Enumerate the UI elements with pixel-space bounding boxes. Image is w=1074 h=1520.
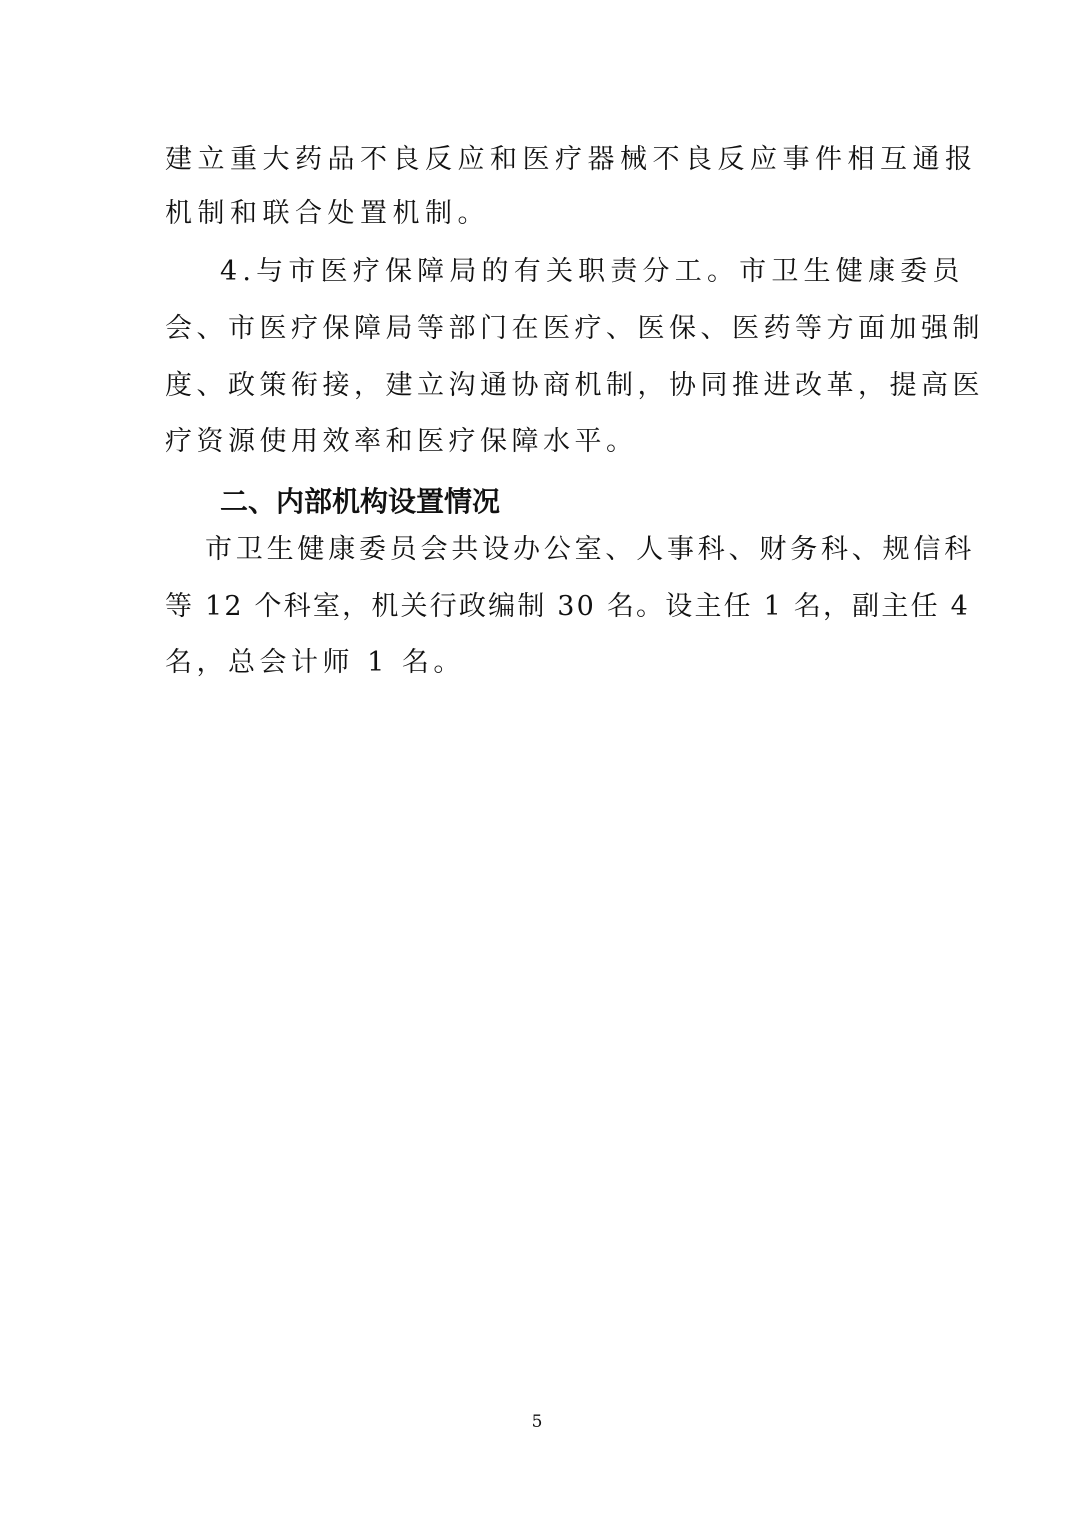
paragraph-line: 建立重大药品不良反应和医疗器械不良反应事件相互通报	[165, 144, 978, 175]
paragraph-line: 度、政策衔接，建立沟通协商机制，协同推进改革，提高医	[165, 370, 984, 401]
paragraph-line: 等 12 个科室，机关行政编制 30 名。设主任 1 名，副主任 4	[165, 591, 970, 622]
paragraph-line: 市卫生健康委员会共设办公室、人事科、财务科、规信科	[205, 534, 975, 565]
paragraph-line: 名，总会计师 1 名。	[165, 647, 465, 678]
paragraph-line: 会、市医疗保障局等部门在医疗、医保、医药等方面加强制	[165, 313, 984, 344]
paragraph-line: 机制和联合处置机制。	[165, 198, 490, 229]
paragraph-line: 疗资源使用效率和医疗保障水平。	[165, 426, 638, 457]
section-heading: 二、内部机构设置情况	[220, 485, 501, 518]
paragraph-line: 4.与市医疗保障局的有关职责分工。市卫生健康委员	[220, 256, 965, 287]
page-number: 5	[531, 1412, 543, 1432]
